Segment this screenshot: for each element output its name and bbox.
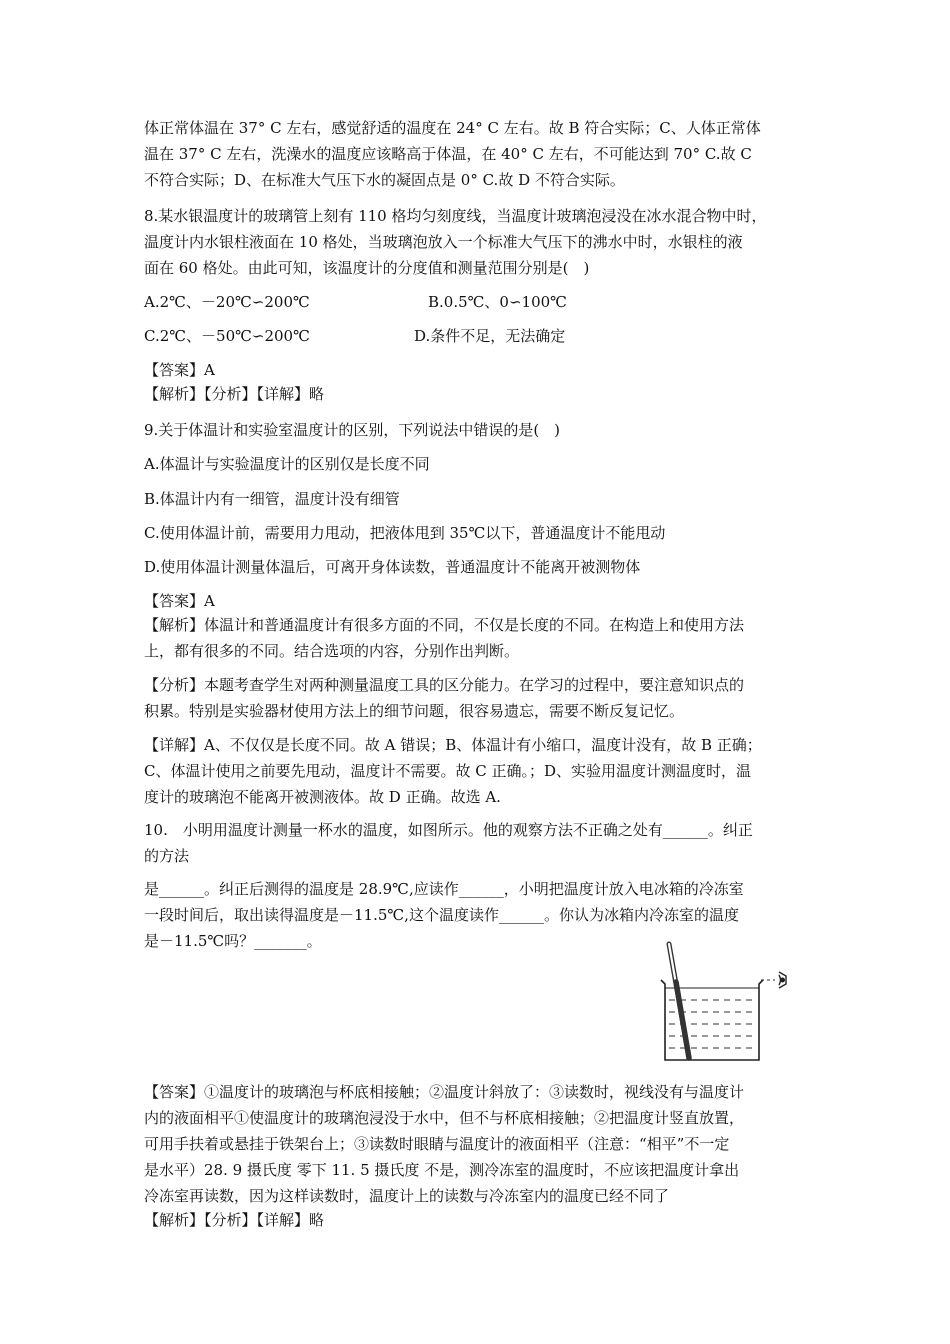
q8-options-row-1	[144, 291, 824, 313]
q8-options-row-2	[144, 325, 824, 347]
q10-answer-line-1: 【答案】①温度计的玻璃泡与杯底相接触；②温度计斜放了：③读数时，视线没有与温度计	[144, 1083, 745, 1101]
q9-explanation-line-1: 【解析】体温计和普通温度计有很多方面的不同，不仅是长度的不同。在构造上和使用方法	[144, 616, 745, 634]
q10-stem-line-2: 的方法	[144, 847, 190, 865]
q8-option-a: A.2℃、－20℃∽200℃	[144, 293, 310, 311]
q9-option-d: D.使用体温计测量体温后，可离开身体读数，普通温度计不能离开被测物体	[144, 558, 641, 576]
q7-explanation-line-1: 体正常体温在 37° C 左右，感觉舒适的温度在 24° C 左右。故 B 符合实际；C、人体正常体	[144, 119, 761, 137]
q10-answer-line-2: 内的液面相平①使温度计的玻璃泡浸没于水中，但不与杯底相接触；②把温度计竖直放置，	[144, 1109, 745, 1127]
q10-stem-line-4: 一段时间后，取出读得温度是－11.5℃,这个温度读作______。你认为冰箱内冷冻室的温度	[144, 906, 739, 924]
q8-answer: 【答案】A	[144, 361, 215, 379]
beaker-thermometer-figure	[655, 938, 795, 1068]
q9-answer: 【答案】A	[144, 592, 215, 610]
q7-explanation-line-2: 温在 37° C 左右，洗澡水的温度应该略高于体温，在 40° C 左右，不可能达到 70° C.故 C	[144, 145, 752, 163]
q8-stem-line-3: 面在 60 格处。由此可知，该温度计的分度值和测量范围分别是( )	[144, 259, 590, 277]
q8-analysis: 【解析】【分析】【详解】略	[144, 385, 325, 403]
q10-answer-line-5: 冷冻室再读数，因为这样读数时，温度计上的读数与冷冻室内的温度已经不同了	[144, 1187, 670, 1205]
q8-stem-line-2: 温度计内水银柱液面在 10 格处，当玻璃泡放入一个标准大气压下的沸水中时，水银柱的液	[144, 233, 743, 251]
thermometer	[669, 944, 689, 1058]
q8-option-d: D.条件不足，无法确定	[414, 327, 566, 345]
q8-stem-line-1: 8.某水银温度计的玻璃管上刻有 110 格均匀刻度线，当温度计玻璃泡浸没在冰水混合物中时，	[144, 207, 767, 225]
q10-stem-line-5: 是－11.5℃吗？_______。	[144, 932, 322, 950]
q9-analysis-line-2: 积累。特别是实验器材使用方法上的细节问题，很容易遗忘，需要不断反复记忆。	[144, 702, 685, 720]
q10-analysis: 【解析】【分析】【详解】略	[144, 1211, 325, 1229]
q9-option-c: C.使用体温计前，需要用力甩动，把液体甩到 35℃以下，普通温度计不能甩动	[144, 524, 666, 542]
q9-detail-line-3: 度计的玻璃泡不能离开被测液体。故 D 正确。故选 A.	[144, 788, 501, 806]
q10-answer-line-4: 是水平）28. 9 摄氏度 零下 11. 5 摄氏度 不是，测冷冻室的温度时，不应该把温度计拿出	[144, 1161, 740, 1179]
q9-detail-line-2: C、体温计使用之前要先甩动，温度计不需要。故 C 正确。；D、实验用温度计测温度时，温	[144, 762, 752, 780]
q10-stem-line-3: 是______。纠正后测得的温度是 28.9℃,应读作______，小明把温度计放入电冰箱的冷冻室	[144, 880, 744, 898]
q8-option-c: C.2℃、－50℃∽200℃	[144, 327, 310, 345]
q9-option-b: B.体温计内有一细管，温度计没有细管	[144, 490, 400, 508]
q9-analysis-line-1: 【分析】本题考查学生对两种测量温度工具的区分能力。在学习的过程中，要注意知识点的	[144, 676, 745, 694]
q7-explanation-line-3: 不符合实际；D、在标准大气压下水的凝固点是 0° C.故 D 不符合实际。	[144, 171, 625, 189]
q9-detail-line-1: 【详解】A、不仅仅是长度不同。故 A 错误；B、体温计有小缩口，温度计没有，故 B 正确；	[144, 736, 762, 754]
q10-answer-line-3: 可用手扶着或悬挂于铁架台上；③读数时眼睛与温度计的液面相平（注意：“相平”不一定	[144, 1135, 730, 1153]
q9-explanation-line-2: 上，都有很多的不同。结合选项的内容，分别作出判断。	[144, 642, 520, 660]
q9-option-a: A.体温计与实验温度计的区别仅是长度不同	[144, 455, 430, 473]
q9-stem: 9.关于体温计和实验室温度计的区别，下列说法中错误的是( )	[144, 421, 561, 439]
q10-stem-line-1: 10. 小明用温度计测量一杯水的温度，如图所示。他的观察方法不正确之处有______。纠正	[144, 821, 753, 839]
q8-option-b: B.0.5℃、0∽100℃	[428, 293, 567, 311]
eye-icon	[779, 972, 786, 988]
